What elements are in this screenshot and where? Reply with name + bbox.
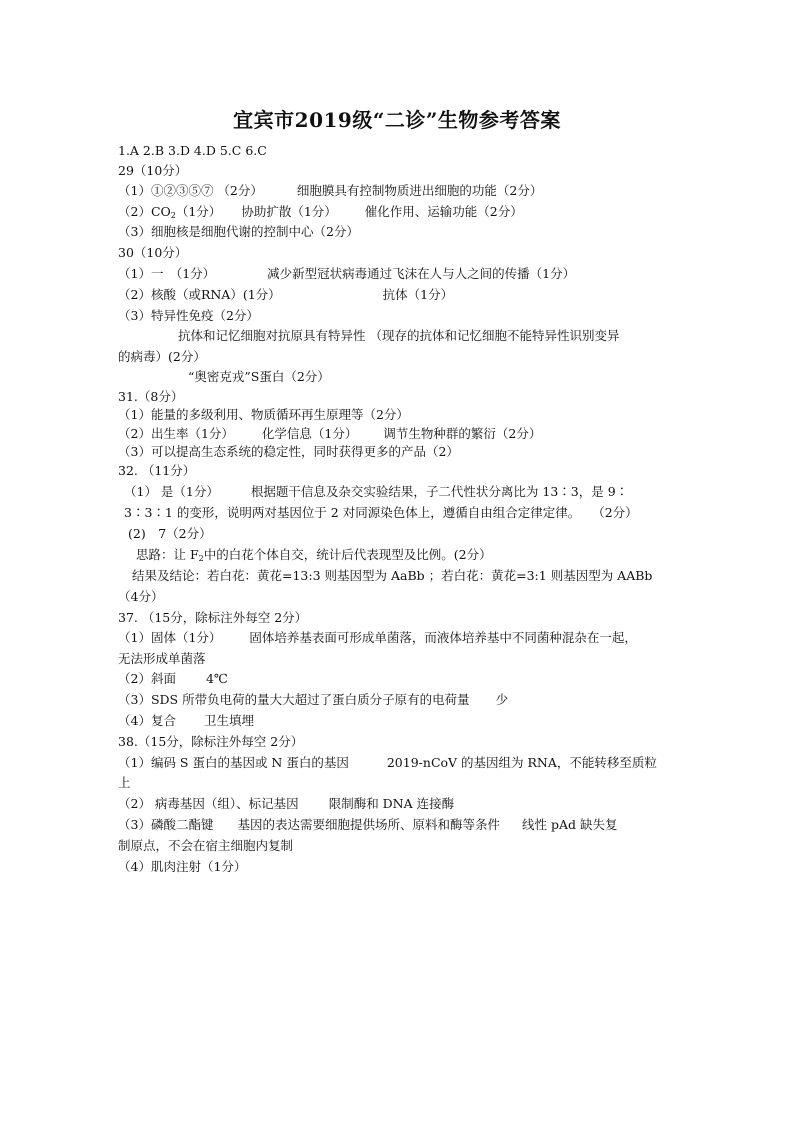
q31-line-1: （1）能量的多级利用、物质循环再生原理等（2分） [118, 407, 409, 422]
q38-ans-4a: （3）磷酸二酯键 [118, 817, 214, 832]
q29-ans-1b: 细胞膜具有控制物质进出细胞的功能（2分） [296, 183, 543, 198]
q37-ans-5a: （4）复合 [118, 713, 176, 728]
q37-line-1 [118, 630, 637, 646]
q29-line-2 [118, 204, 523, 224]
q32-line-1 [124, 484, 628, 500]
q32-ans-2b: （2分） [592, 505, 638, 520]
q29-ans-2a: （2）CO [118, 204, 171, 219]
q37-line-5 [118, 713, 254, 729]
q37-ans-4a: （3）SDS 所带负电荷的量大大超过了蛋白质分子原有的电荷量 [118, 692, 470, 707]
q37-ans-3a: （2）斜面 [118, 671, 176, 686]
q38-ans-4b: 基因的表达需要细胞提供场所、原料和酶等条件 [237, 817, 500, 832]
q30-ans-2b: 抗体（1分） [382, 287, 454, 302]
q38-heading: 38.（15分，除标注外每空 2分） [118, 734, 304, 749]
q30-line-5: 的病毒）(2分） [118, 349, 206, 364]
q37-ans-5b: 卫生填埋 [203, 713, 254, 728]
q32-ans-4b: 中的白花个体自交，统计后代表现型及比例。(2分） [203, 547, 492, 562]
q32-ans-1a: （1） 是（1分） [124, 484, 219, 499]
q38-ans-3a: （2） 病毒基因（组）、标记基因 [118, 796, 299, 811]
q29-heading: 29（10分） [118, 163, 188, 178]
q30-ans-1b: 减少新型冠状病毒通过飞沫在人与人之间的传播（1分） [267, 266, 576, 281]
q29-ans-2b: （1分） [175, 204, 222, 219]
q31-ans-2c: 调节生物种群的繁衍（2分） [383, 426, 542, 441]
q32-line-4 [136, 547, 492, 567]
q37-line-3 [118, 671, 228, 687]
q38-line-2: 上 [118, 775, 131, 790]
q38-line-1 [118, 755, 657, 771]
q38-line-5: 制原点，不会在宿主细胞内复制 [118, 838, 294, 853]
q30-ans-2a: （2）核酸（或RNA）(1分） [118, 287, 281, 302]
q29-ans-2c: 协助扩散（1分） [241, 204, 337, 219]
q38-ans-1b: 2019-nCoV 的基因组为 RNA，不能转移至质粒 [386, 755, 657, 770]
q38-line-3 [118, 796, 454, 812]
q31-heading: 31.（8分） [118, 389, 184, 404]
q32-line-3: (2) 7（2分） [128, 526, 212, 541]
q32-line-5: 结果及结论：若白花：黄花=13:3 则基因型为 AaBb ；若白花：黄花=3:1 则基因型为 AABb [132, 568, 653, 583]
q32-ans-4a: 思路：让 F [136, 547, 199, 562]
q37-ans-1b: 固体培养基表面可形成单菌落，而液体培养基中不同菌种混杂在一起， [249, 630, 637, 645]
q30-line-6: “奥密克戎”S蛋白（2分） [188, 369, 330, 384]
q29-line-1 [118, 183, 542, 199]
q32-heading: 32. （11分） [118, 463, 196, 478]
q32-line-6: （4分） [118, 589, 164, 604]
q31-line-2 [118, 426, 541, 442]
mc-answers: 1.A 2.B 3.D 4.D 5.C 6.C [118, 143, 267, 158]
q31-ans-2a: （2）出生率（1分） [118, 426, 234, 441]
q32-line-2 [124, 505, 638, 521]
q30-line-2 [118, 287, 453, 303]
q37-heading: 37. （15分，除标注外每空 2分） [118, 610, 308, 625]
q38-line-6: （4）肌肉注射（1分） [118, 859, 247, 874]
q30-line-1 [118, 266, 575, 282]
q37-ans-1a: （1）固体（1分） [118, 630, 222, 645]
q32-f2-subscript: 2 [198, 554, 204, 563]
q37-line-4 [118, 692, 508, 708]
q30-line-4: 抗体和记忆细胞对抗原具有特异性 （现存的抗体和记忆细胞不能特异性识别变异 [178, 328, 620, 343]
q30-ans-1a: （1）一 （1分） [118, 266, 216, 281]
q29-ans-1a: （1）①②③⑤⑦ （2分） [118, 183, 263, 198]
q38-ans-3b: 限制酶和 DNA 连接酶 [328, 796, 455, 811]
q38-line-4 [118, 817, 617, 833]
q38-ans-1a: （1）编码 S 蛋白的基因或 N 蛋白的基因 [118, 755, 349, 770]
q37-ans-4b: 少 [495, 692, 509, 707]
q29-line-3: （3）细胞核是细胞代谢的控制中心（2分） [118, 224, 359, 239]
q37-ans-3b: 4℃ [205, 671, 228, 686]
q32-ans-2a: 3∶3∶1 的变形，说明两对基因位于 2 对同源染色体上，遵循自由组合定律定律。 [124, 505, 581, 520]
q38-ans-4c: 线性 pAd 缺失复 [521, 817, 618, 832]
q30-heading: 30（10分） [118, 245, 188, 260]
q30-line-3: （3）特异性免疫（2分） [118, 308, 259, 323]
q31-line-3: （3）可以提高生态系统的稳定性，同时获得更多的产品（2） [118, 444, 459, 459]
page-title: 宜宾市2019级“二诊”生物参考答案 [233, 108, 561, 132]
q37-line-2: 无法形成单菌落 [118, 651, 206, 666]
q32-ans-1b: 根据题干信息及杂交实验结果，子二代性状分离比为 13∶3，是 9∶ [250, 484, 629, 499]
q29-co2-subscript: 2 [170, 211, 176, 220]
q31-ans-2b: 化学信息（1分） [261, 426, 358, 441]
q29-ans-2d: 催化作用、运输功能（2分） [364, 204, 523, 219]
